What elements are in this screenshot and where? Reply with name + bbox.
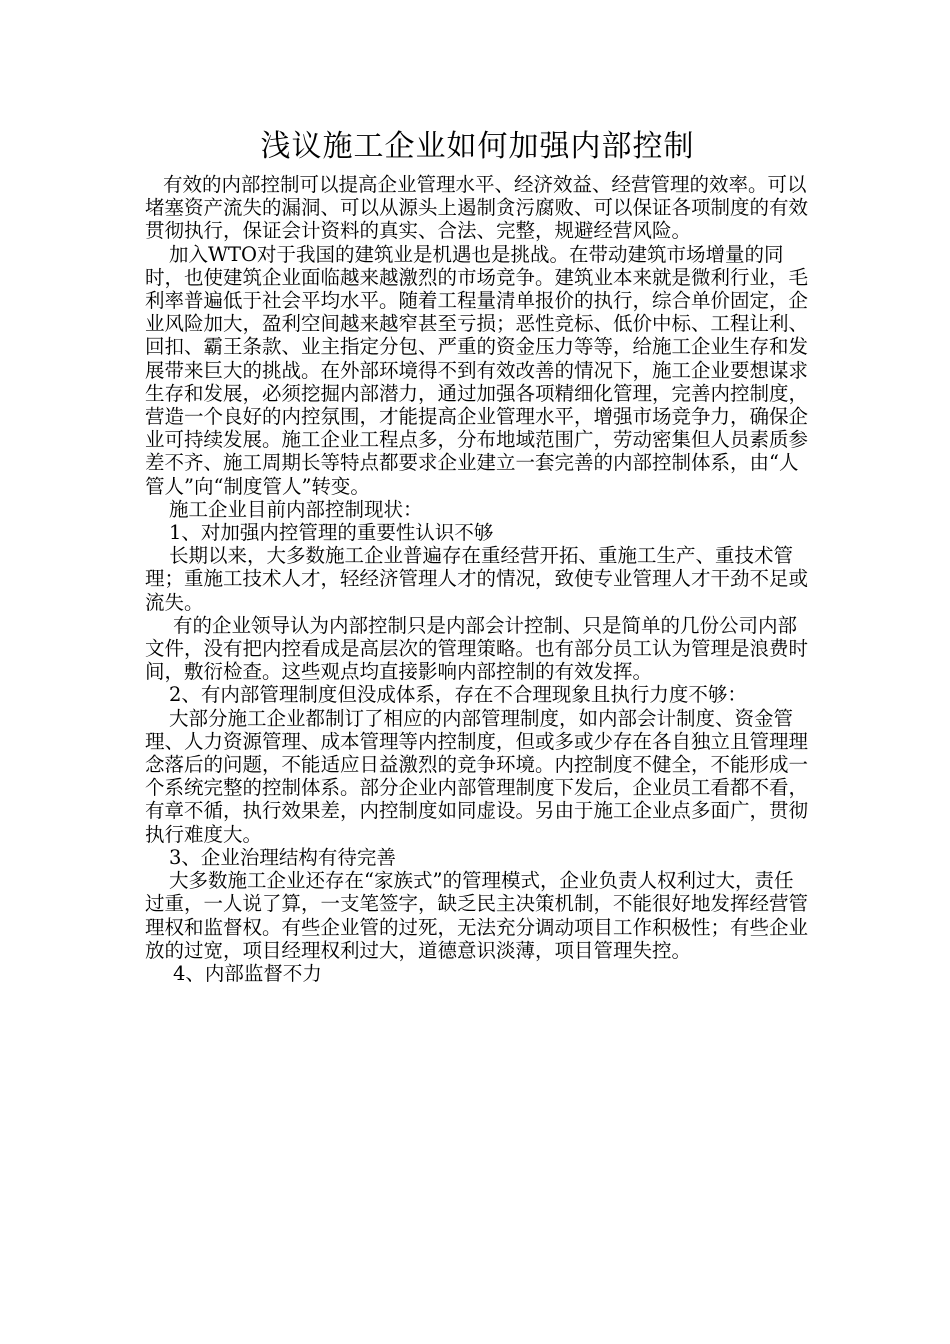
document-title: 浅议施工企业如何加强内部控制 xyxy=(260,129,695,164)
paragraph-section-3: 大多数施工企业还存在“家族式”的管理模式，企业负责人权利过大，责任过重，一人说了算，一支笔签字，缺乏民主决策机制，不能很好地发挥经营管理权和监督权。有些企业管的过死，无法充分调动项目工作积极性；有些企业放的过宽，项目经理权利过大，道德意识淡薄，项目管理失控。 xyxy=(145,869,809,962)
paragraph-section-2: 大部分施工企业都制订了相应的内部管理制度，如内部会计制度、资金管理、人力资源管理、成本管理等内控制度，但或多或少存在各自独立且管理理念落后的问题，不能适应日益激烈的竞争环境。内控制度不健全，不能形成一个系统完整的控制体系。部分企业内部管理制度下发后，企业员工看都不看，有章不循，执行效果差，内控制度如同虚设。另由于施工企业点多面广，贯彻执行难度大。 xyxy=(145,706,809,846)
paragraph-intro: 有效的内部控制可以提高企业管理水平、经济效益、经营管理的效率。可以堵塞资产流失的漏洞、可以从源头上遏制贪污腐败、可以保证各项制度的有效贯彻执行，保证会计资料的真实、合法、完整，规避经营风险。 xyxy=(145,173,809,243)
paragraph-background: 加入WTO对于我国的建筑业是机遇也是挑战。在带动建筑市场增量的同时，也使建筑企业面临越来越激烈的市场竞争。建筑业本来就是微利行业，毛利率普遍低于社会平均水平。随着工程量清单报价的执行，综合单价固定，企业风险加大，盈利空间越来越窄甚至亏损；恶性竞标、低价中标、工程让利、回扣、霸王条款、业主指定分包、严重的资金压力等等，给施工企业生存和发展带来巨大的挑战。在外部环境得不到有效改善的情况下，施工企业要想谋求生存和发展，必须挖掘内部潜力，通过加强各项精细化管理，完善内控制度，营造一个良好的内控氛围，才能提高企业管理水平，增强市场竞争力，确保企业可持续发展。施工企业工程点多，分布地域范围广，劳动密集但人员素质参差不齐、施工周期长等特点都要求企业建立一套完善的内部控制体系，由“人管人”向“制度管人”转变。 xyxy=(145,242,809,498)
section-heading-2: 2、有内部管理制度但没成体系，存在不合理现象且执行力度不够： xyxy=(169,683,747,707)
paragraph-status-heading: 施工企业目前内部控制现状： xyxy=(169,497,423,521)
paragraph-section-1-a: 长期以来，大多数施工企业普遍存在重经营开拓、重施工生产、重技术管理；重施工技术人才，轻经济管理人才的情况，致使专业管理人才干劲不足或流失。 xyxy=(145,544,809,614)
section-heading-3: 3、企业治理结构有待完善 xyxy=(169,845,396,869)
paragraph-section-1-b: 有的企业领导认为内部控制只是内部会计控制、只是简单的几份公司内部文件，没有把内控看成是高层次的管理策略。也有部分员工认为管理是浪费时间，敷衍检查。这些观点均直接影响内部控制的有效发挥。 xyxy=(145,613,809,684)
document-page xyxy=(145,125,810,985)
section-heading-1: 1、对加强内控管理的重要性认识不够 xyxy=(169,521,494,545)
section-heading-4: 4、内部监督不力 xyxy=(173,961,322,985)
